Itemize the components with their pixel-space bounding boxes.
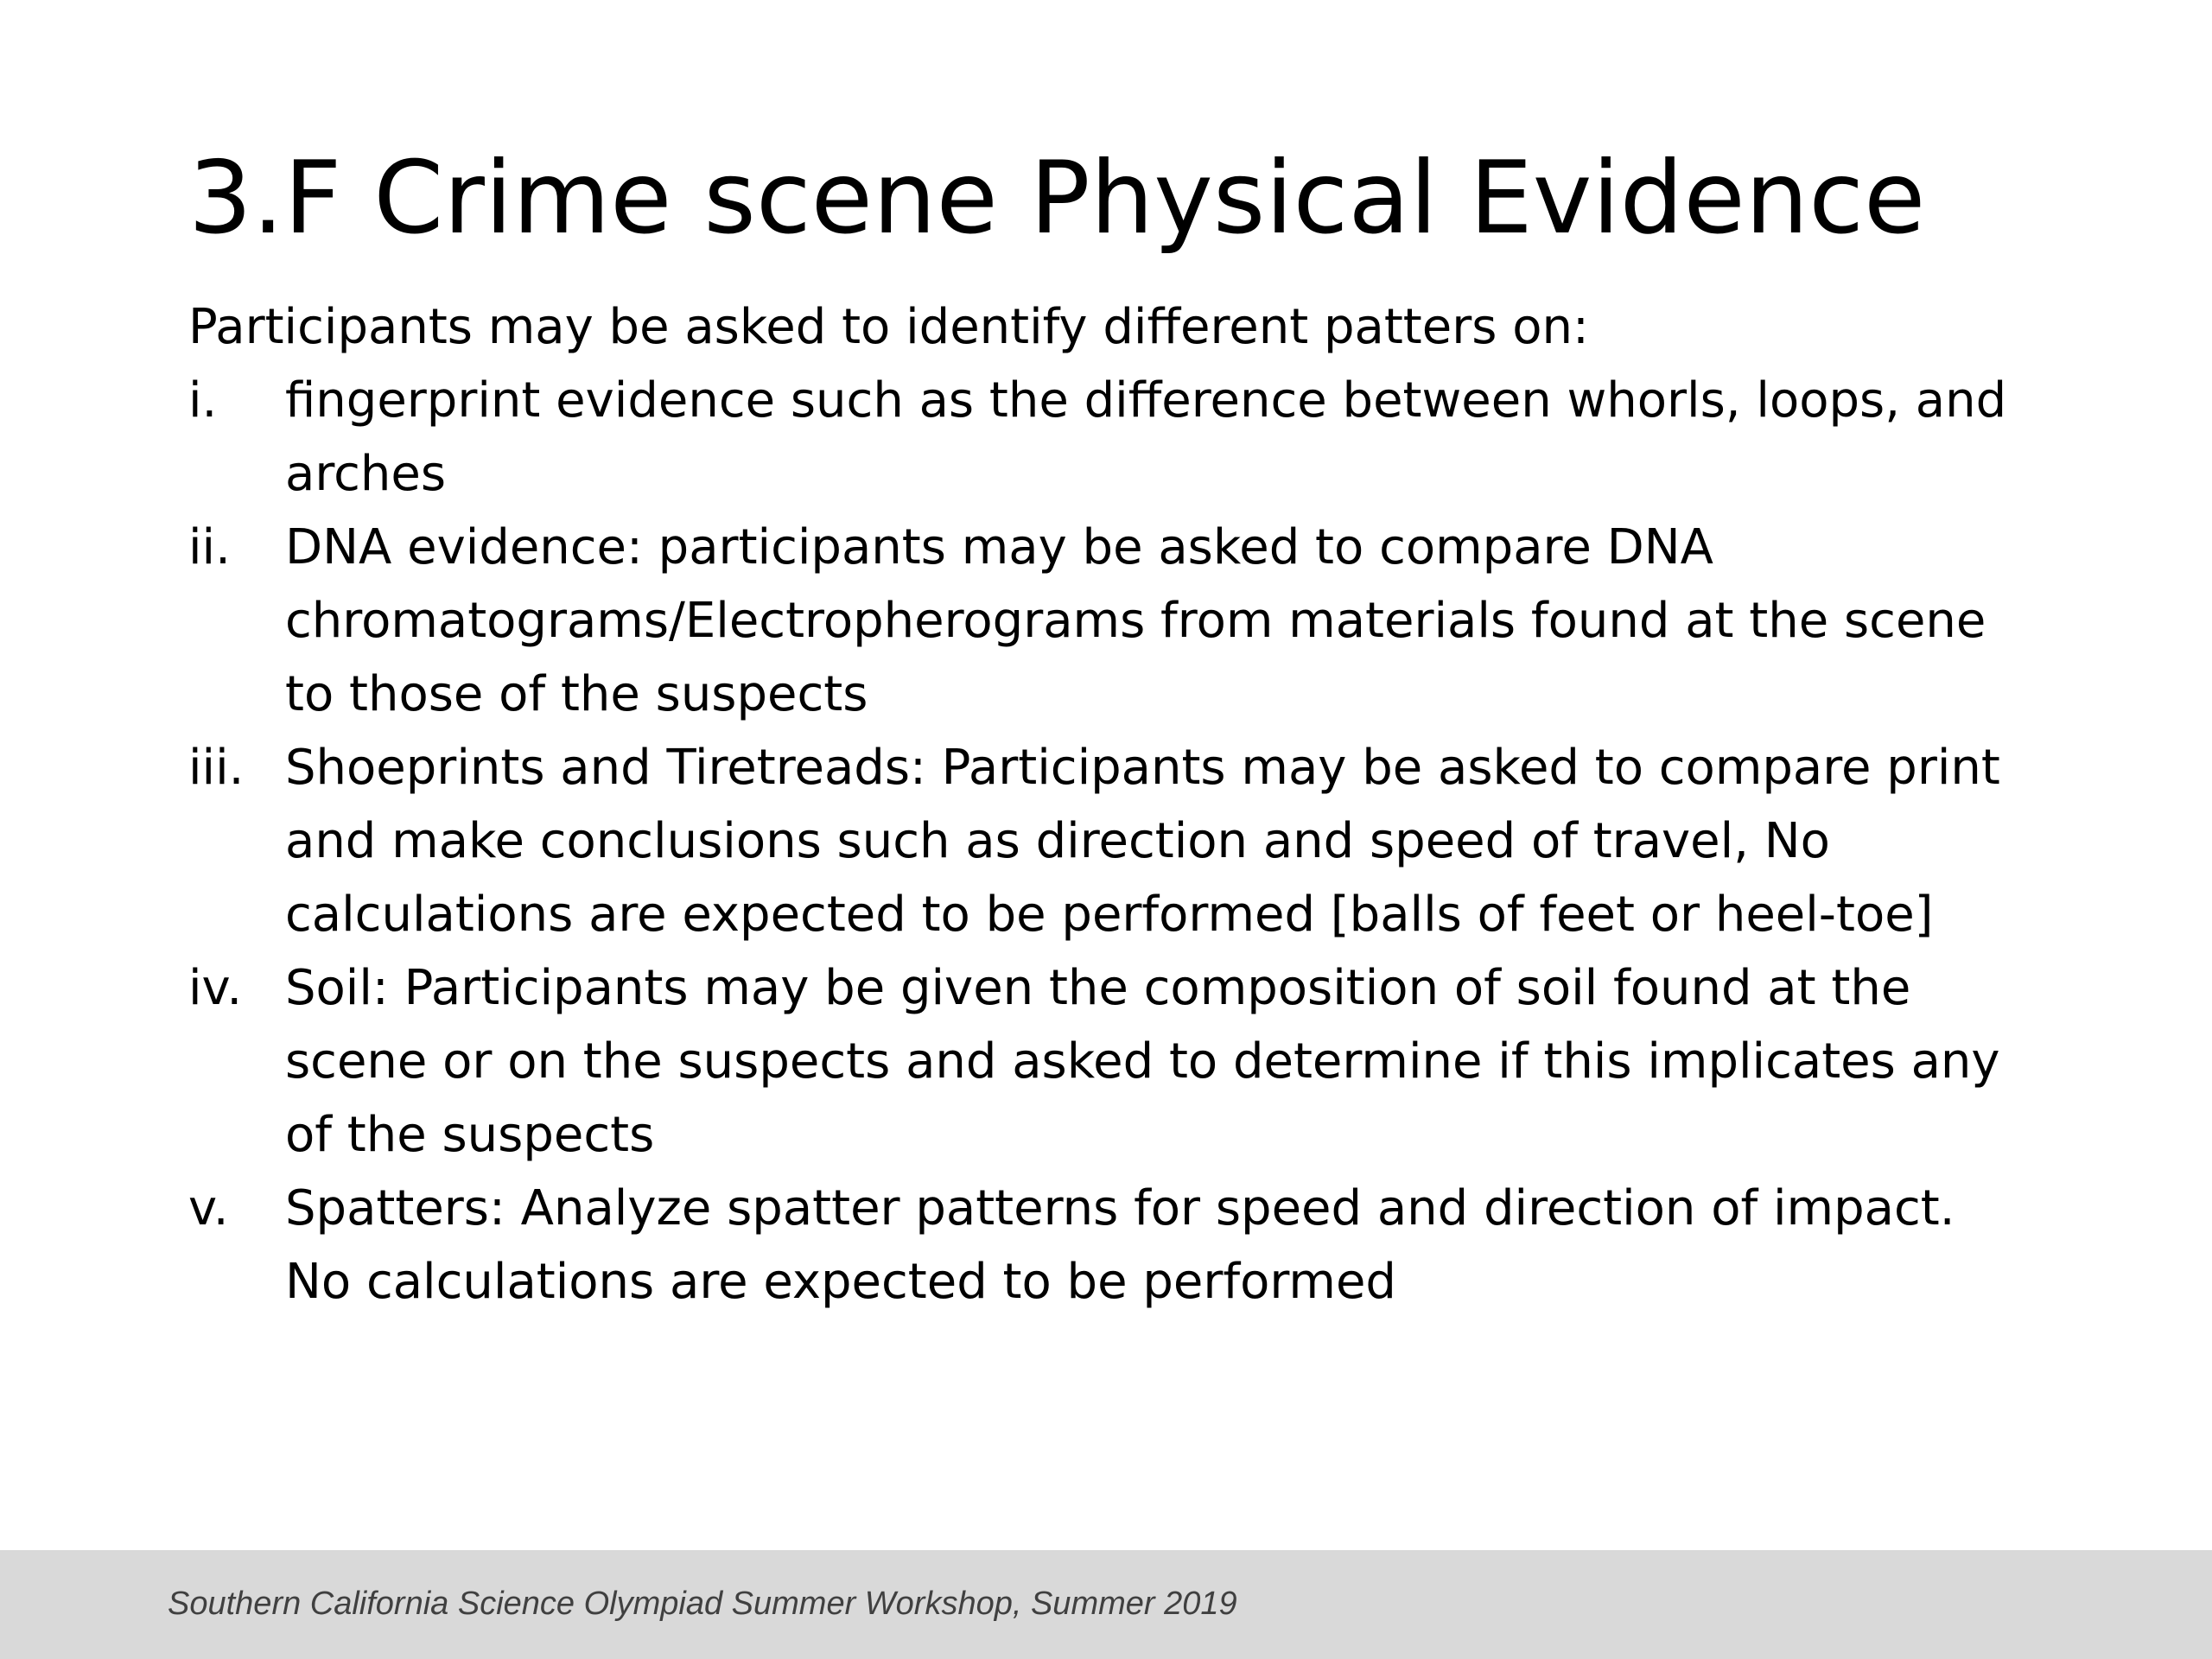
list-item-text: Shoeprints and Tiretreads: Participants may be asked to compare print and make conclusions such as direction and speed of travel, No calculations are expected to be performed [balls of feet or heel-toe] [285, 740, 2000, 943]
evidence-list [188, 364, 2020, 1319]
slide-body [188, 290, 2020, 1319]
footer-bar [0, 1550, 2212, 1659]
list-marker: iii. [188, 740, 245, 796]
list-marker: i. [188, 372, 218, 429]
intro-text: Participants may be asked to identify different patters on: [188, 299, 1589, 355]
list-marker: v. [188, 1180, 229, 1236]
list-item [188, 951, 2020, 1172]
list-item [188, 364, 2020, 511]
slide-title: 3.F Crime scene Physical Evidence [188, 140, 1926, 257]
list-item-text: Soil: Participants may be given the composition of soil found at the scene or on the suspects and asked to determine if this implicates any of the suspects [285, 960, 2000, 1163]
list-item [188, 731, 2020, 951]
list-item [188, 511, 2020, 731]
list-marker: ii. [188, 519, 231, 575]
list-item-text: Spatters: Analyze spatter patterns for speed and direction of impact. No calculations are expected to be performed [285, 1180, 1955, 1310]
footer-text: Southern California Science Olympiad Summer Workshop, Summer 2019 [168, 1586, 1237, 1622]
list-item-text: fingerprint evidence such as the difference between whorls, loops, and arches [285, 372, 2007, 502]
list-item [188, 1172, 2020, 1319]
list-item-text: DNA evidence: participants may be asked to compare DNA chromatograms/Electropherograms from materials found at the scene to those of the suspects [285, 519, 1986, 722]
list-marker: iv. [188, 960, 243, 1016]
